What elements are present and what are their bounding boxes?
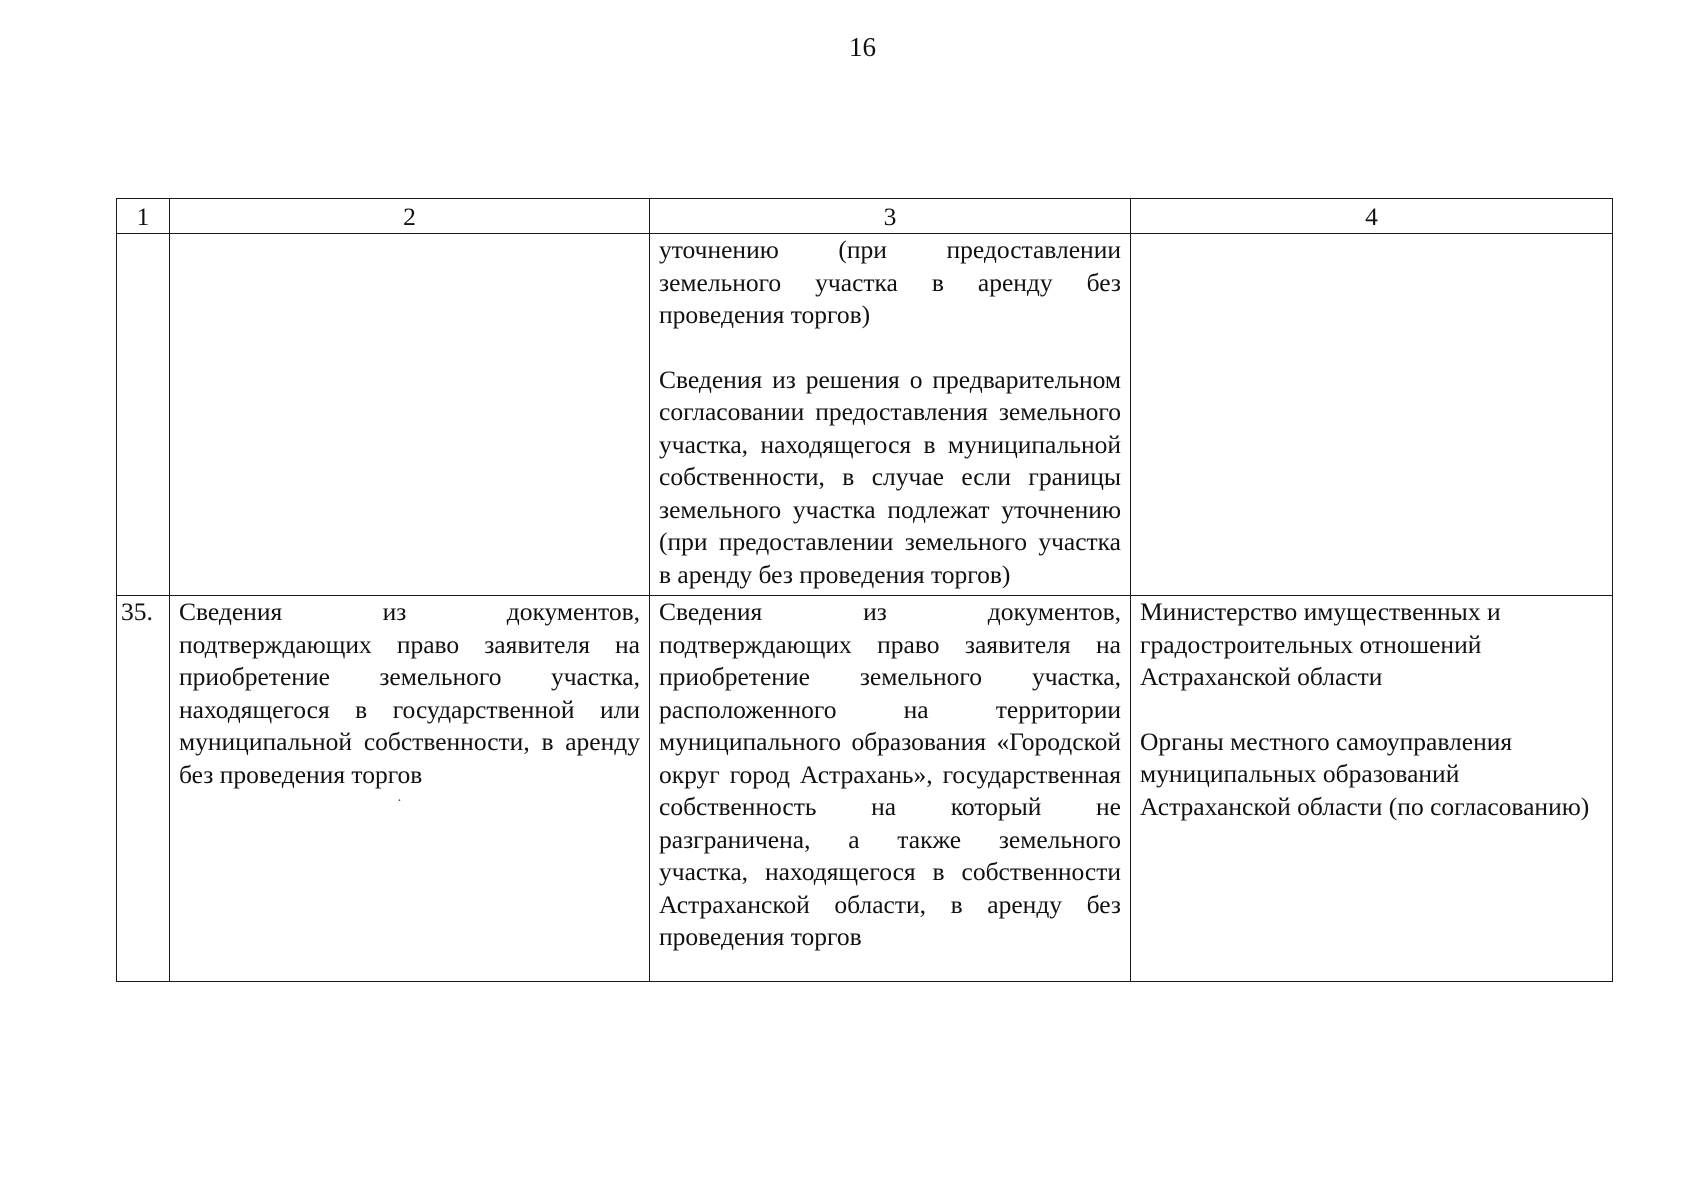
responsible-body-1: Министерство имущественных и градостроительных отношений Астраханской области	[1140, 597, 1501, 691]
continuation-row-col3	[650, 234, 1131, 596]
column-header-4: 4	[1131, 199, 1613, 234]
continuation-row	[117, 234, 1613, 596]
page-number: 16	[849, 32, 876, 62]
continuation-row-col2	[170, 234, 650, 596]
column-header-2: 2	[170, 199, 650, 234]
row-35-col2	[170, 596, 650, 982]
continuation-row-col4	[1131, 234, 1613, 596]
continuation-row-number	[117, 234, 170, 596]
continuation-paragraph-2: Сведения из решения о предварительном согласовании предоставления земельного участка, находящегося в муниципальной собственности, в случае если границы земельного участка подлежат уточнению (при предоставлении земельного участка в аренду без проведения торгов)	[659, 364, 1121, 589]
information-title: Сведения из документов, подтверждающих право заявителя на приобретение земельного участка, находящегося в государственной или муниципальной собственности, в аренду без проведения торгов	[179, 597, 640, 789]
row-number: 35.	[117, 596, 170, 982]
responsible-body-2: Органы местного самоуправления муниципальных образований Астраханской области (по согласованию)	[1140, 726, 1590, 821]
column-header-3: 3	[650, 199, 1131, 234]
column-number-row	[117, 199, 1613, 234]
table-row-35	[117, 596, 1613, 982]
row-35-col3	[650, 596, 1131, 982]
column-header-1: 1	[117, 199, 170, 234]
row-35-col4	[1131, 596, 1613, 982]
continuation-paragraph-1: уточнению (при предоставлении земельного участка в аренду без проведения торгов)	[659, 235, 1121, 329]
source-documents: Сведения из документов, подтверждающих право заявителя на приобретение земельного участка, расположенного на территории муниципального образования «Городской округ город Астрахань», государственная собственность на который не разграничена, а также земельного участка, находящегося в собственности Астраханской области, в аренду без проведения торгов	[659, 597, 1121, 951]
scan-speck-icon: ·	[397, 794, 402, 809]
services-table	[116, 198, 1613, 982]
